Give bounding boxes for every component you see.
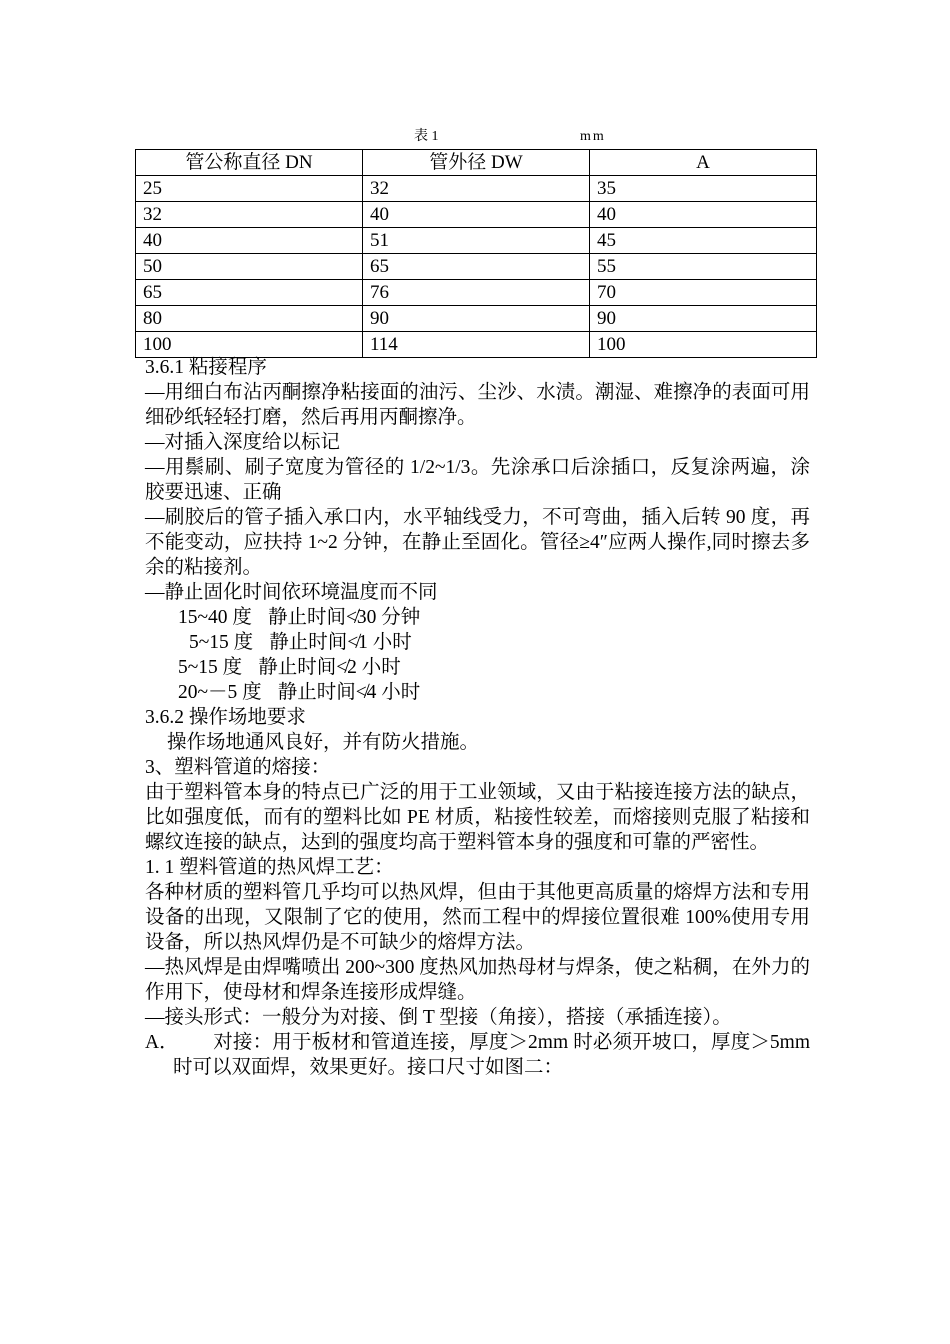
paragraph: —接头形式：一般分为对接、倒 T 型接（角接），搭接（承插连接）。 xyxy=(145,1007,732,1028)
paragraph: —刷胶后的管子插入承口内，水平轴线受力，不可弯曲，插入后转 90 度，再不能变动，应扶持 1~2 分钟，在静止至固化。管径≥4″应两人操作,同时擦去多余的粘接剂。 xyxy=(145,507,810,578)
table-cell: 80 xyxy=(136,306,363,332)
table-cell: 45 xyxy=(590,228,817,254)
list-item-text: 对接：用于板材和管道连接，厚度＞2mm 时必须开坡口，厚度＞5mm 时可以双面焊，效果更好。接口尺寸如图二： xyxy=(173,1032,810,1078)
header-dn: 管公称直径 DN xyxy=(136,150,363,176)
cure-time: 静止时间≮2 小时 xyxy=(258,657,401,678)
document-body xyxy=(145,355,810,1080)
table-cell: 50 xyxy=(136,254,363,280)
table-cell: 90 xyxy=(363,306,590,332)
table-row xyxy=(136,176,817,202)
header-a: A xyxy=(590,150,817,176)
table-cell: 114 xyxy=(363,332,590,358)
pipe-dimension-table xyxy=(135,149,817,358)
table-cell: 70 xyxy=(590,280,817,306)
table-row xyxy=(136,332,817,358)
cure-time: 静止时间≮30 分钟 xyxy=(267,607,421,628)
paragraph: 由于塑料管本身的特点已广泛的用于工业领域，又由于粘接连接方法的缺点，比如强度低，而有的塑料比如 PE 材质，粘接性较差，而熔接则克服了粘接和螺纹连接的缺点，达到的强度均高于塑料管本身的强度和可靠的严密性。 xyxy=(145,782,810,853)
table-cell: 40 xyxy=(590,202,817,228)
cure-time-line xyxy=(145,605,810,630)
table-cell: 40 xyxy=(136,228,363,254)
temperature-range: 5~15 度 xyxy=(189,632,254,653)
table-cell: 32 xyxy=(363,176,590,202)
cure-time-line xyxy=(145,655,810,680)
table-caption-unit: mm xyxy=(580,129,606,144)
table-row xyxy=(136,254,817,280)
temperature-range: 5~15 度 xyxy=(178,657,243,678)
table-cell: 32 xyxy=(136,202,363,228)
table-cell: 51 xyxy=(363,228,590,254)
header-dw: 管外径 DW xyxy=(363,150,590,176)
table-row xyxy=(136,202,817,228)
table-cell: 55 xyxy=(590,254,817,280)
section-heading-362: 3.6.2 操作场地要求 xyxy=(145,707,306,728)
paragraph: —用细白布沾丙酮擦净粘接面的油污、尘沙、水渍。潮湿、难擦净的表面可用细砂纸轻轻打磨，然后再用丙酮擦净。 xyxy=(145,382,810,428)
paragraph: —用鬃刷、刷子宽度为管径的 1/2~1/3。先涂承口后涂插口，反复涂两遍，涂胶要迅速、正确 xyxy=(145,457,810,503)
section-heading-361: 3.6.1 粘接程序 xyxy=(145,357,267,378)
table-cell: 100 xyxy=(136,332,363,358)
cure-time-line xyxy=(145,630,810,655)
cure-time: 静止时间≮1 小时 xyxy=(269,632,412,653)
table-row xyxy=(136,280,817,306)
table-cell: 76 xyxy=(363,280,590,306)
table-cell: 35 xyxy=(590,176,817,202)
paragraph: 操作场地通风良好，并有防火措施。 xyxy=(167,732,480,753)
table-row xyxy=(136,228,817,254)
table-cell: 65 xyxy=(363,254,590,280)
list-item-a xyxy=(145,1030,810,1080)
table-caption-title: 表 1 xyxy=(414,129,439,144)
table-header-row xyxy=(136,150,817,176)
paragraph: —静止固化时间依环境温度而不同 xyxy=(145,582,438,603)
section-heading-3: 3、塑料管道的熔接： xyxy=(145,757,331,778)
temperature-range: 15~40 度 xyxy=(178,607,252,628)
cure-time-line xyxy=(145,680,810,705)
table-cell: 90 xyxy=(590,306,817,332)
table-cell: 100 xyxy=(590,332,817,358)
paragraph: 各种材质的塑料管几乎均可以热风焊，但由于其他更高质量的熔焊方法和专用设备的出现，又限制了它的使用，然而工程中的焊接位置很难 100%使用专用设备，所以热风焊仍是不可缺少的熔焊方法。 xyxy=(145,882,810,953)
table-caption xyxy=(0,127,950,147)
paragraph: —热风焊是由焊嘴喷出 200~300 度热风加热母材与焊条，使之粘稠，在外力的作用下，使母材和焊条连接形成焊缝。 xyxy=(145,957,810,1003)
table-cell: 40 xyxy=(363,202,590,228)
table-cell: 65 xyxy=(136,280,363,306)
cure-time: 静止时间≮4 小时 xyxy=(277,682,421,703)
list-marker: A． xyxy=(145,1032,179,1053)
table-row xyxy=(136,306,817,332)
temperature-range: 20~－5 度 xyxy=(178,682,262,703)
table-cell: 25 xyxy=(136,176,363,202)
section-heading-11: 1. 1 塑料管道的热风焊工艺： xyxy=(145,857,394,878)
paragraph: —对插入深度给以标记 xyxy=(145,432,341,453)
